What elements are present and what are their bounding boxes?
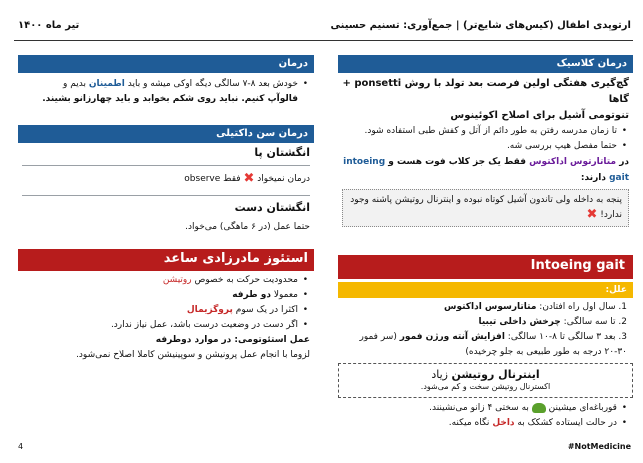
stand-term: داخل: [492, 418, 515, 428]
treatment-line2: فالوآپ کنیم. نباید روی شکم بخوابد و باید چهارزانو بشیند.: [42, 94, 298, 104]
osteo-bullet-1: [22, 273, 310, 288]
osteo-bullets: [18, 271, 314, 333]
treat-term: متاتارتوس اداکتوس: [529, 157, 617, 167]
stand-prefix: در حالت ایستاده کشکک به: [517, 418, 617, 428]
treat-mid: فقط یک جز کلاب فوت هست و: [388, 157, 526, 167]
classic-note-box: [342, 189, 629, 227]
toe-body: [18, 143, 314, 235]
intoeing-causes-heading: علل:: [338, 282, 633, 298]
cause-1-term: متاتارسوس اداکتوس: [444, 302, 537, 312]
stand-bullet: [342, 416, 629, 431]
cause-item-3: [342, 330, 629, 360]
red-x-icon: ✖: [586, 206, 598, 222]
foot-text: [22, 172, 310, 187]
osteo-b3-pre: اکثرا در یک سوم: [235, 305, 298, 315]
foot-text-pre: درمان نمیخواد: [257, 174, 310, 184]
osteo-line: [18, 333, 314, 348]
treatment-bullet: [22, 77, 310, 107]
page-number: 4: [18, 442, 24, 451]
classic-treatment-heading: درمان کلاسیک: [338, 55, 633, 73]
osteo-bullet-4: • اگر دست در وضعیت درست باشد، عمل نیاز ندارد.: [22, 318, 310, 333]
osteo-last: لزوما با انجام عمل پرونیشن و سوپینیشن کاملا اصلاح نمی‌شود.: [76, 350, 310, 360]
osteo-b1-pre: محدودیت حرکت به خصوص: [194, 275, 298, 285]
osteo-heading: استئوز مادرزادی ساعد: [18, 249, 314, 271]
box-title: اینترنال روتیشن: [451, 368, 540, 381]
box-title-line: [345, 368, 626, 381]
header-title: ارتوپدی اطفال (کیس‌های شایع‌تر) | جمع‌آوری: تسنیم حسینی: [330, 20, 631, 31]
frog-icon: [532, 403, 546, 413]
cause-3-suffix: (سر فمور ۳۰-۲۰ درجه به طور طبیعی به جلو چرخیده): [359, 332, 627, 357]
hand-divider: [22, 195, 310, 196]
osteo-b3-term: پروگزیمال: [186, 305, 233, 315]
classic-bold-line-2: تنوتومی آشیل برای اصلاح اکوئینوس: [450, 110, 629, 121]
osteo-bullet-2: [22, 288, 310, 303]
red-x-icon: ✖: [243, 170, 255, 186]
treat-suffix: دارند:: [580, 173, 606, 183]
foot-title: انگشتان پا: [254, 146, 310, 159]
hand-title: انگشتان دست: [234, 201, 310, 214]
box-title-suffix: زیاد: [431, 368, 448, 381]
classic-bold-line-1: گچ‌گیری هفتگی اولین فرصت بعد تولد با روش ponsetti + گاها: [342, 78, 629, 105]
intoeing-bullets: [338, 398, 633, 431]
header-divider: [14, 40, 633, 41]
toe-heading: درمان سن داکتیلی: [18, 125, 314, 143]
classic-note-text: پنجه به داخله ولی تاندون آشیل کوتاه نبوده و اینترنال روتیشن پاشنه وجود ندارد!: [350, 195, 622, 220]
treatment-term: اطمینان: [88, 79, 125, 89]
frog-prefix: قورباغه‌ای میشینن: [548, 403, 617, 413]
treatment-post: بدیم و: [63, 79, 86, 89]
classic-treatment-body: [338, 73, 633, 227]
intoeing-causes-list: [338, 298, 633, 360]
treat-prefix: در: [619, 157, 629, 167]
box-subtitle: اکسترنال روتیشن سخت و کم می‌شود.: [420, 382, 551, 391]
page-header: [0, 0, 643, 40]
treatment-pre: خودش بعد ۸-۷ سالگی دیگه اوکی میشه و باید: [127, 79, 298, 89]
foot-text-post: فقط observe: [184, 174, 241, 184]
cause-2-term: چرخش داخلی تیبیا: [478, 317, 561, 327]
classic-bullets: [342, 124, 629, 154]
cause-2-prefix: 2. تا سه سالگی:: [563, 317, 627, 327]
osteo-b2-pre: معمولا: [273, 290, 298, 300]
osteo-line-pre: عمل استئوتومی: در: [221, 335, 310, 345]
frog-bullet: [342, 401, 629, 416]
osteo-line-term: موارد دوطرفه: [155, 335, 219, 345]
stand-suffix: نگاه میکنه.: [448, 418, 490, 428]
foot-divider: [22, 165, 310, 166]
treatment-heading: درمان: [18, 55, 314, 73]
cause-3-term: افزایش آنته ورژن فمور: [399, 332, 505, 342]
header-date: تیر ماه ۱۴۰۰: [18, 20, 80, 31]
intoeing-heading: Intoeing gait: [338, 255, 633, 279]
left-column: [18, 55, 314, 363]
classic-bullet-2: • حتما مفصل هیپ بررسی شه.: [342, 139, 629, 154]
classic-bullet-1: • تا زمان مدرسه رفتن به طور دائم از آتل و کفش طبی استفاده شود.: [342, 124, 629, 139]
frog-suffix: به سختی ۴ زانو می‌نشینند.: [429, 403, 529, 413]
treat-intoeing: intoeing gait: [343, 157, 629, 183]
osteo-bullet-3: [22, 303, 310, 318]
osteo-b2-term: دو طرفه: [232, 290, 271, 300]
treatment-bullets: [18, 73, 314, 107]
cause-item-2: [342, 315, 629, 330]
footer-hashtag: #NotMedicine: [567, 442, 631, 451]
cause-item-1: [342, 300, 629, 315]
classic-treat-line: [342, 154, 629, 186]
osteo-b1-term: روتیشن: [162, 275, 192, 285]
cause-3-prefix: 3. بعد ۳ سالگی تا ۸-۱۰ سالگی:: [507, 332, 627, 342]
hand-text: حتما عمل (در ۶ ماهگی) می‌خواد.: [185, 222, 310, 232]
cause-1-prefix: 1. سال اول راه افتادن:: [539, 302, 627, 312]
internal-rotation-box: [338, 363, 633, 398]
right-column: [338, 55, 633, 431]
